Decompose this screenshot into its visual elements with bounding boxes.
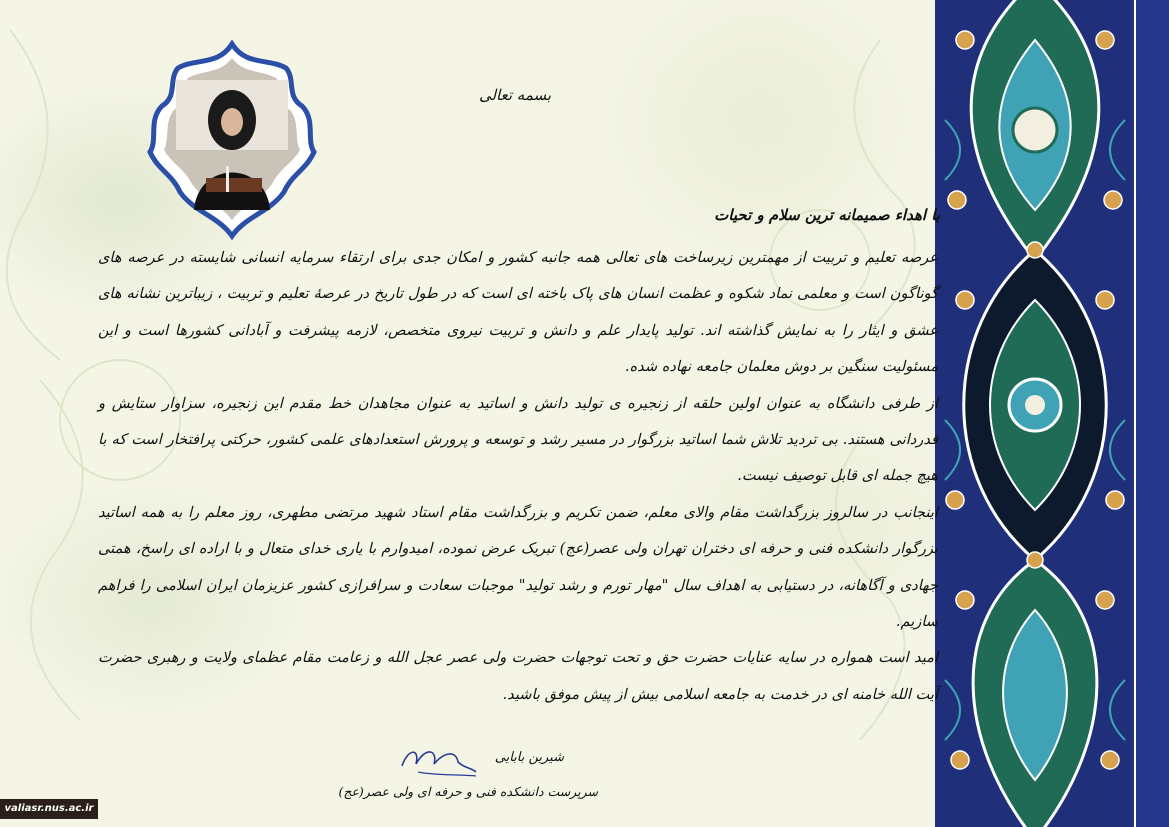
signer-name: شیرین بابایی — [494, 750, 564, 765]
arabesque-border-icon — [935, 0, 1169, 827]
decorative-border — [935, 0, 1169, 827]
signature-block — [338, 738, 598, 808]
letter-paragraph: عرصه تعلیم و تربیت از مهمترین زیرساخت های تعالی همه جانبه کشور و امکان جدی برای ارتقاء سرمایه انسانی شایسته در عرصه های گوناگون است و معلمی نماد شکوه و عظمت انسان های پاک باخته ای است که در طول تاریخ در عرصۀ تعلیم و تربیت ، زیباترین نشانه های عشق و ایثار را به نمایش گذاشته اند. تولید پایدار علم و دانش و تربیت نیروی متخصص، لازمه پیشرفت و آبادانی کشورها است و این مسئولیت سنگین بر دوش معلمان جامعه نهاده شده. — [98, 249, 938, 376]
portrait-frame — [146, 40, 318, 240]
signer-title: سرپرست دانشکده فنی و حرفه ای ولی عصر(عج) — [338, 784, 598, 799]
site-badge[interactable]: valiasr.nus.ac.ir — [0, 799, 98, 819]
signature-mark-icon — [398, 738, 478, 778]
letter-body — [98, 240, 938, 713]
letter-heading: بسمه تعالی — [478, 86, 552, 104]
letter-paragraph: اینجانب در سالروز بزرگداشت مقام والای معلم، ضمن تکریم و بزرگداشت مقام استاد شهید مرتضی مطهری، روز معلم را به همه اساتید بزرگوار دانشکده فنی و حرفه ای دختران تهران ولی عصر(عج) تبریک عرض نموده، امیدوارم با یاری خدای متعال و با اراده ای راسخ، همتی جهادی و آگاهانه، در دستیابی به اهداف سال "مهار تورم و رشد تولید" موجبات سعادت و سرافرازی کشور عزیزمان ایران اسلامی را فراهم سازیم. — [98, 503, 938, 631]
letter-paragraph: امید است همواره در سایه عنایات حضرت حق و تحت توجهات حضرت ولی عصر عجل الله و زعامت مقام عظمای ولایت و رهبری حضرت آیت الله خامنه ای در خدمت به جامعه اسلامی بیش از پیش موفق باشید. — [98, 649, 938, 703]
portrait-photo-icon — [146, 40, 318, 240]
letter-salutation: با اهداء صمیمانه ترین سلام و تحیات — [714, 206, 940, 224]
letter-paragraph: از طرفی دانشگاه به عنوان اولین حلقه از زنجیره ی تولید دانش و اساتید به عنوان مجاهدان خط مقدم این زنجیره، سزاوار ستایش و قدردانی هستند. بی تردید تلاش شما اساتید بزرگوار در مسیر رشد و توسعه و پرورش استعدادهای علمی کشور، حرکتی پرافتخار است که با هیچ جمله ای قابل توصیف نیست. — [98, 394, 938, 485]
